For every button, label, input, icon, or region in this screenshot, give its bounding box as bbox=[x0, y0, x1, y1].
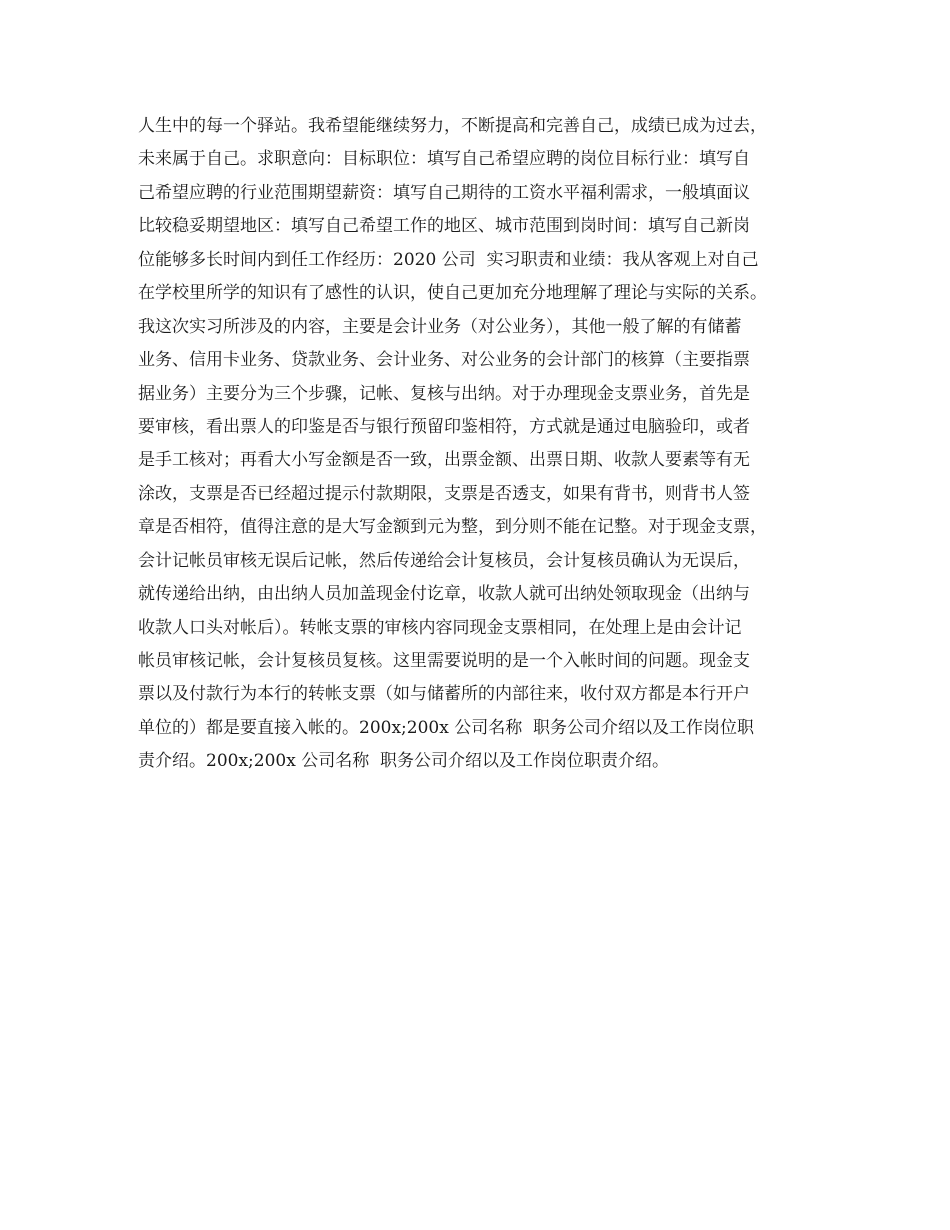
text-line: 比较稳妥期望地区：填写自己希望工作的地区、城市范围到岗时间：填写自己新岗 bbox=[138, 216, 750, 237]
text-line: 据业务）主要分为三个步骤，记帐、复核与出纳。对于办理现金支票业务，首先是 bbox=[138, 383, 750, 404]
body-text bbox=[138, 110, 838, 779]
text-line: 会计记帐员审核无误后记帐，然后传递给会计复核员，会计复核员确认为无误后， bbox=[138, 550, 750, 571]
text-line: 帐员审核记帐，会计复核员复核。这里需要说明的是一个入帐时间的问题。现金支 bbox=[138, 651, 750, 671]
text-line: 未来属于自己。求职意向：目标职位：填写自己希望应聘的岗位目标行业：填写自 bbox=[138, 149, 750, 170]
text-line: 我这次实习所涉及的内容，主要是会计业务（对公业务），其他一般了解的有储蓄 bbox=[138, 316, 742, 337]
text-line: 就传递给出纳，由出纳人员加盖现金付讫章，收款人就可出纳处领取现金（出纳与 bbox=[138, 584, 750, 605]
text-line: 位能够多长时间内到任工作经历：2020 公司 实习职责和业绩：我从客观上对自己 bbox=[138, 249, 759, 270]
text-line: 己希望应聘的行业范围期望薪资：填写自己期待的工资水平福利需求，一般填面议 bbox=[138, 182, 750, 203]
text-line: 是手工核对；再看大小写金额是否一致，出票金额、出票日期、收款人要素等有无 bbox=[138, 450, 750, 471]
text-line: 单位的）都是要直接入帐的。200x;200x 公司名称 职务公司介绍以及工作岗位职 bbox=[138, 717, 755, 738]
text-line: 人生中的每一个驿站。我希望能继续努力，不断提高和完善自己，成绩已成为过去， bbox=[138, 116, 767, 136]
text-line: 章是否相符，值得注意的是大写金额到元为整，到分则不能在记整。对于现金支票， bbox=[138, 517, 767, 538]
text-line: 票以及付款行为本行的转帐支票（如与储蓄所的内部往来，收付双方都是本行开户 bbox=[138, 684, 750, 705]
text-line: 业务、信用卡业务、贷款业务、会计业务、对公业务的会计部门的核算（主要指票 bbox=[138, 350, 750, 371]
text-line: 责介绍。200x;200x 公司名称 职务公司介绍以及工作岗位职责介绍。 bbox=[138, 751, 670, 772]
text-line: 涂改，支票是否已经超过提示付款期限，支票是否透支，如果有背书，则背书人签 bbox=[138, 483, 750, 504]
text-line: 收款人口头对帐后）。转帐支票的审核内容同现金支票相同，在处理上是由会计记 bbox=[138, 617, 742, 638]
text-line: 在学校里所学的知识有了感性的认识，使自己更加充分地理解了理论与实际的关系。 bbox=[138, 283, 767, 304]
text-line: 要审核，看出票人的印鉴是否与银行预留印鉴相符，方式就是通过电脑验印，或者 bbox=[138, 416, 750, 437]
